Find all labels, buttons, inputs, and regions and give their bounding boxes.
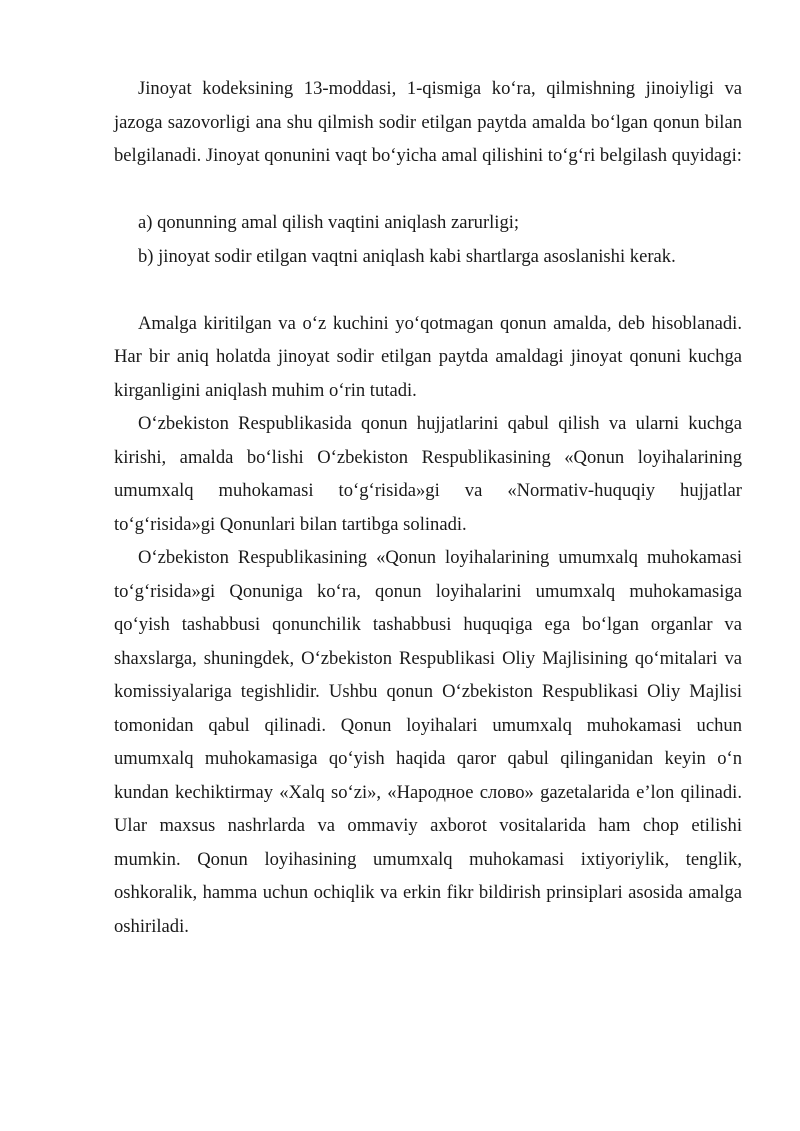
paragraph-intro: Jinoyat kodeksining 13-moddasi, 1-qismiga ko‘ra, qilmishning jinoiyligi va jazoga sazovorligi ana shu qilmish sodir etilgan paytda amalda bo‘lgan qonun bilan belgilanadi. Jinoyat qonunini vaqt bo‘yicha amal qilishini to‘g‘ri belgilash quyidagi: <box>114 78 742 166</box>
body-text <box>114 72 742 943</box>
paragraph-law-in-force: Amalga kiritilgan va o‘z kuchini yo‘qotmagan qonun amalda, deb hisoblanadi. Har bir aniq holatda jinoyat sodir etilgan paytda amaldagi jinoyat qonuni kuchga kirganligini aniqlash muhim o‘rin tutadi. <box>114 312 742 401</box>
paragraph-legislation-acts: O‘zbekiston Respublikasida qonun hujjatlarini qabul qilish va ularni kuchga kirishi, amalda bo‘lishi O‘zbekiston Respublikasining «Qonun loyihalarining umumxalq muhokamasi to‘g‘risida»gi va «Normativ-huquqiy hujjatlar to‘g‘risida»gi Qonunlari bilan tartibga solinadi. <box>114 413 742 535</box>
list-item-a: a) qonunning amal qilish vaqtini aniqlash zarurligi; <box>138 212 520 233</box>
list-item-b: b) jinoyat sodir etilgan vaqtni aniqlash kabi shartlarga asoslanishi kerak. <box>138 245 676 267</box>
paragraph-public-discussion: O‘zbekiston Respublikasining «Qonun loyihalarining umumxalq muhokamasi to‘g‘risida»gi Qonuniga ko‘ra, qonun loyihalarini umumxalq muhokamasiga qo‘yish tashabbusi qonunchilik tashabbusi huquqiga ega bo‘lgan organlar va shaxslarga, shuningdek, O‘zbekiston Respublikasi Oliy Majlisining qo‘mitalari va komissiyalariga tegishlidir. Ushbu qonun O‘zbekiston Respublikasi Oliy Majlisi tomonidan qabul qilinadi. Qonun loyihalari umumxalq muhokamasi uchun umumxalq muhokamasiga qo‘yish haqida qaror qabul qilinganidan keyin o‘n kundan kechiktirmay «Xalq so‘zi», «Народное слово» gazetalarida e’lon qilinadi. Ular maxsus nashrlarda va ommaviy axborot vositalarida ham chop etilishi mumkin. Qonun loyihasining umumxalq muhokamasi ixtiyoriylik, tenglik, oshkoralik, hamma uchun ochiqlik va erkin fikr bildirish prinsiplari asosida amalga oshiriladi. <box>114 547 742 937</box>
